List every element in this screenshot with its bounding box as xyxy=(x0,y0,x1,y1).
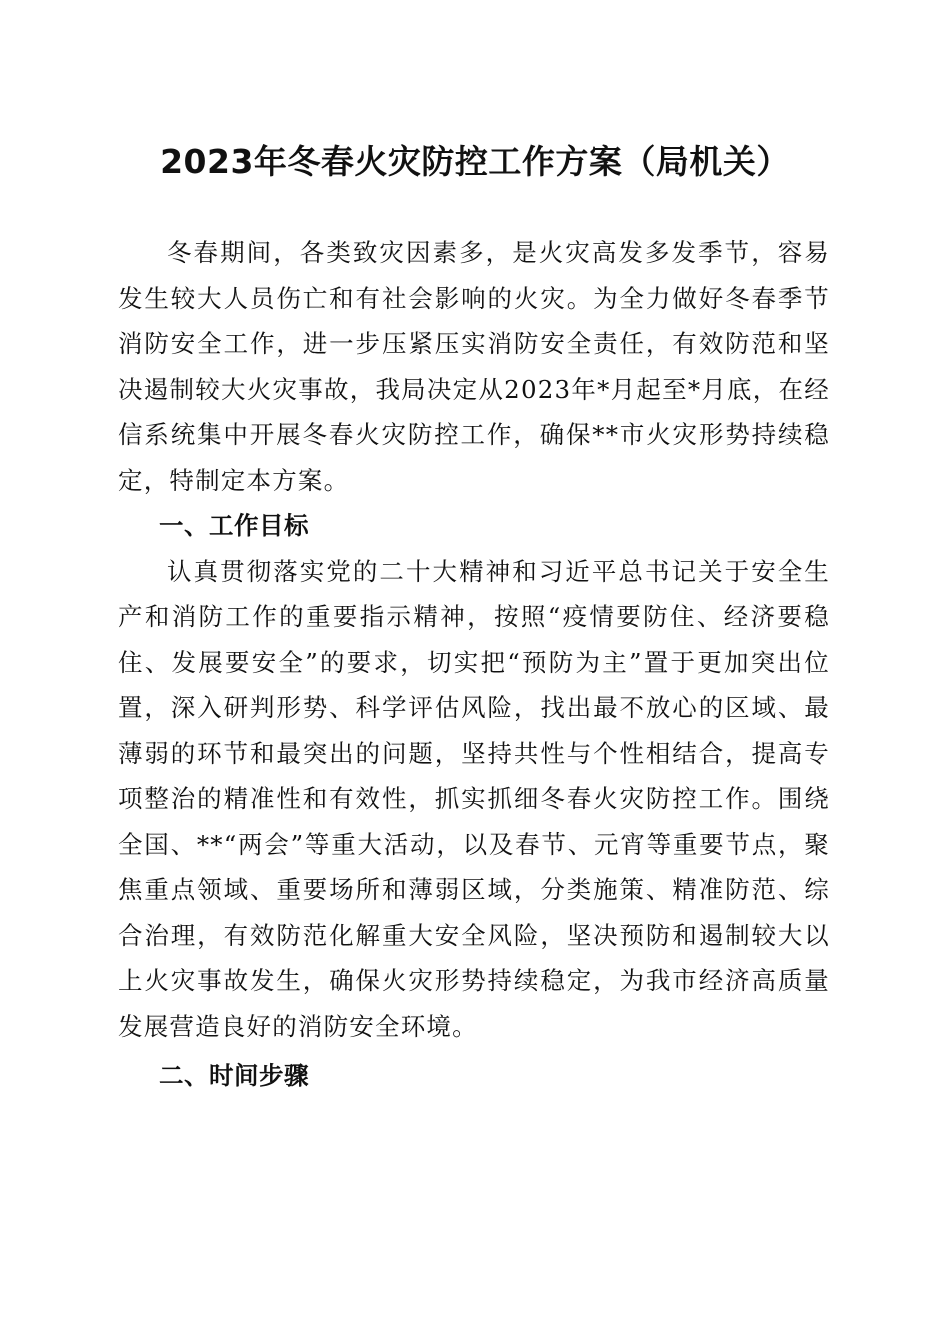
intro-paragraph: 冬春期间，各类致灾因素多，是火灾高发多发季节，容易发生较大人员伤亡和有社会影响的火灾。为全力做好冬春季节消防安全工作，进一步压紧压实消防安全责任，有效防范和坚决遏制较大火灾事故，我局决定从2023年*月起至*月底，在经信系统集中开展冬春火灾防控工作，确保**市火灾形势持续稳定，特制定本方案。 xyxy=(118,238,830,495)
section-heading-work-goals: 一、工作目标 xyxy=(159,511,309,540)
section-body-work-goals: 认真贯彻落实党的二十大精神和习近平总书记关于安全生产和消防工作的重要指示精神，按照“疫情要防住、经济要稳住、发展要安全”的要求，切实把“预防为主”置于更加突出位置，深入研判形势、科学评估风险，找出最不放心的区域、最薄弱的环节和最突出的问题，坚持共性与个性相结合，提高专项整治的精准性和有效性，抓实抓细冬春火灾防控工作。围绕全国、**“两会”等重大活动，以及春节、元宵等重要节点，聚焦重点领域、重要场所和薄弱区域，分类施策、精准防范、综合治理，有效防范化解重大安全风险，坚决预防和遏制较大以上火灾事故发生，确保火灾形势持续稳定，为我市经济高质量发展营造良好的消防安全环境。 xyxy=(118,556,830,1041)
document-body xyxy=(118,230,830,1099)
document-title: 2023年冬春火灾防控工作方案（局机关） xyxy=(160,142,790,181)
section-heading-time-steps: 二、时间步骤 xyxy=(159,1061,309,1090)
